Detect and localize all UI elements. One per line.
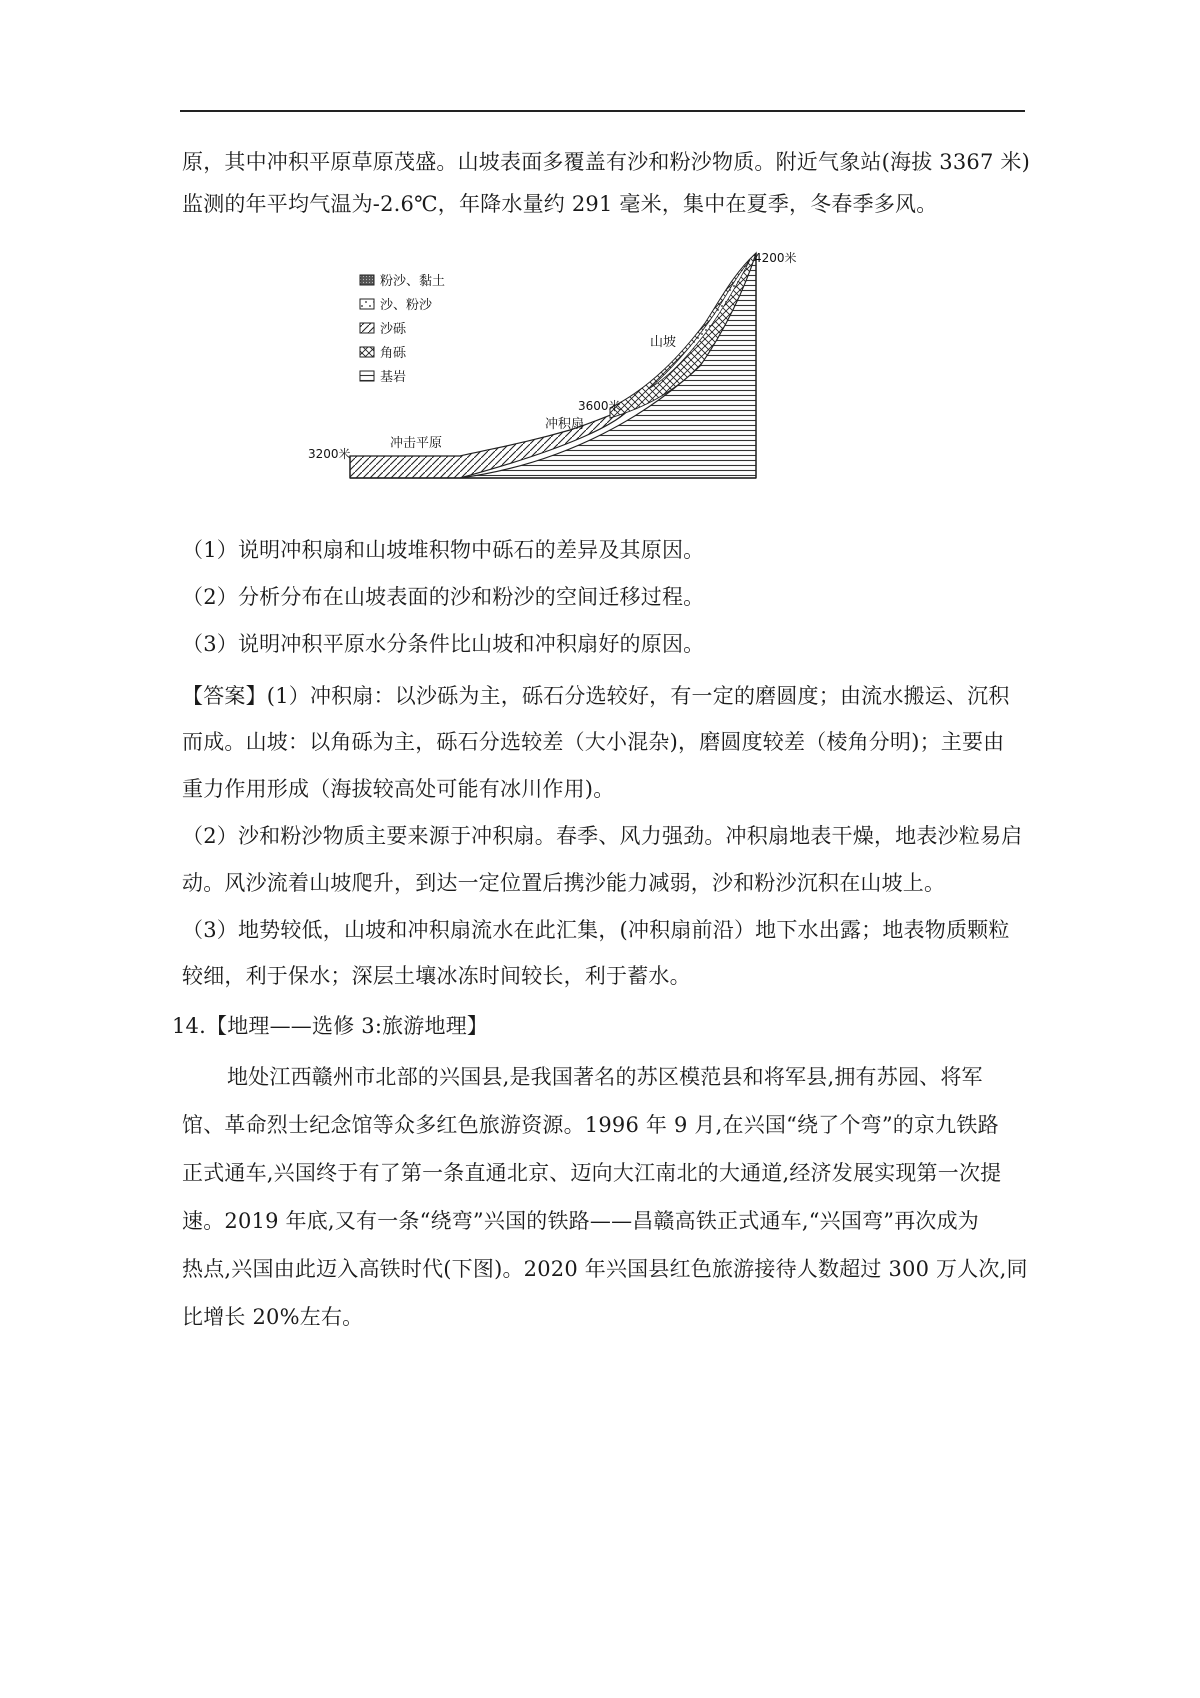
question-2: （2）分析分布在山坡表面的沙和粉沙的空间迁移过程。 xyxy=(182,585,705,609)
label-alluvial-fan: 冲积扇 xyxy=(545,417,585,432)
answer-line-6: （3）地势较低，山坡和冲积扇流水在此汇集，(冲积扇前沿）地下水出露；地表物质颗粒 xyxy=(182,918,1010,942)
section-14-line-5: 热点,兴国由此迈入高铁时代(下图)。2020 年兴国县红色旅游接待人数超过 300 万人次,同 xyxy=(182,1257,1028,1281)
answer-line-7: 较细，利于保水；深层土壤冰冻时间较长，利于蓄水。 xyxy=(182,964,691,988)
figure-legend xyxy=(360,273,445,385)
section-14-line-1: 地处江西赣州市北部的兴国县,是我国著名的苏区模范县和将军县,拥有苏园、将军 xyxy=(227,1065,983,1089)
section-14-line-3: 正式通车,兴国终于有了第一条直通北京、迈向大江南北的大通道,经济发展实现第一次提 xyxy=(182,1161,1002,1185)
answer-line-1: 【答案】(1）冲积扇：以沙砾为主，砾石分选较好，有一定的磨圆度；由流水搬运、沉积 xyxy=(182,684,1010,708)
legend-silt-clay: 粉沙、黏土 xyxy=(380,274,446,289)
section-14-heading: 14.【地理——选修 3:旅游地理】 xyxy=(172,1014,489,1038)
question-1: （1）说明冲积扇和山坡堆积物中砾石的差异及其原因。 xyxy=(182,538,705,562)
answer-line-3: 重力作用形成（海拔较高处可能有冰川作用)。 xyxy=(182,777,615,801)
legend-breccia: 角砾 xyxy=(380,346,407,361)
legend-bedrock: 基岩 xyxy=(380,370,407,385)
label-base-elevation: 3200米 xyxy=(308,447,351,461)
question-3: （3）说明冲积平原水分条件比山坡和冲积扇好的原因。 xyxy=(182,632,705,656)
section-14-line-6: 比增长 20%左右。 xyxy=(182,1305,364,1329)
label-top-elevation: 4200米 xyxy=(754,251,797,265)
legend-sand-silt: 沙、粉沙 xyxy=(380,298,433,313)
section-14-line-2: 馆、革命烈士纪念馆等众多红色旅游资源。1996 年 9 月,在兴国“绕了个弯”的京九铁路 xyxy=(182,1113,999,1137)
answer-line-5: 动。风沙流着山坡爬升，到达一定位置后携沙能力减弱，沙和粉沙沉积在山坡上。 xyxy=(182,871,946,895)
header-rule xyxy=(180,110,1025,112)
intro-line-2: 监测的年平均气温为-2.6℃，年降水量约 291 毫米，集中在夏季，冬春季多风。 xyxy=(182,192,938,216)
geology-profile-svg xyxy=(308,248,840,526)
bedrock-layer xyxy=(460,253,756,478)
section-14-line-4: 速。2019 年底,又有一条“绕弯”兴国的铁路——昌赣高铁正式通车,“兴国弯”再次成为 xyxy=(182,1209,980,1233)
answer-line-2: 而成。山坡：以角砾为主，砾石分选较差（大小混杂)，磨圆度较差（棱角分明)；主要由 xyxy=(182,730,1005,754)
label-alluvial-plain: 冲击平原 xyxy=(390,436,443,451)
geology-profile-figure xyxy=(308,248,840,526)
legend-gravel: 沙砾 xyxy=(380,322,407,337)
label-slope: 山坡 xyxy=(650,335,677,350)
label-mid-elevation: 3600米 xyxy=(578,399,621,413)
answer-line-4: （2）沙和粉沙物质主要来源于冲积扇。春季、风力强劲。冲积扇地表干燥，地表沙粒易启 xyxy=(182,824,1023,848)
intro-line-1: 原，其中冲积平原草原茂盛。山坡表面多覆盖有沙和粉沙物质。附近气象站(海拔 3367 米) xyxy=(182,150,1030,174)
